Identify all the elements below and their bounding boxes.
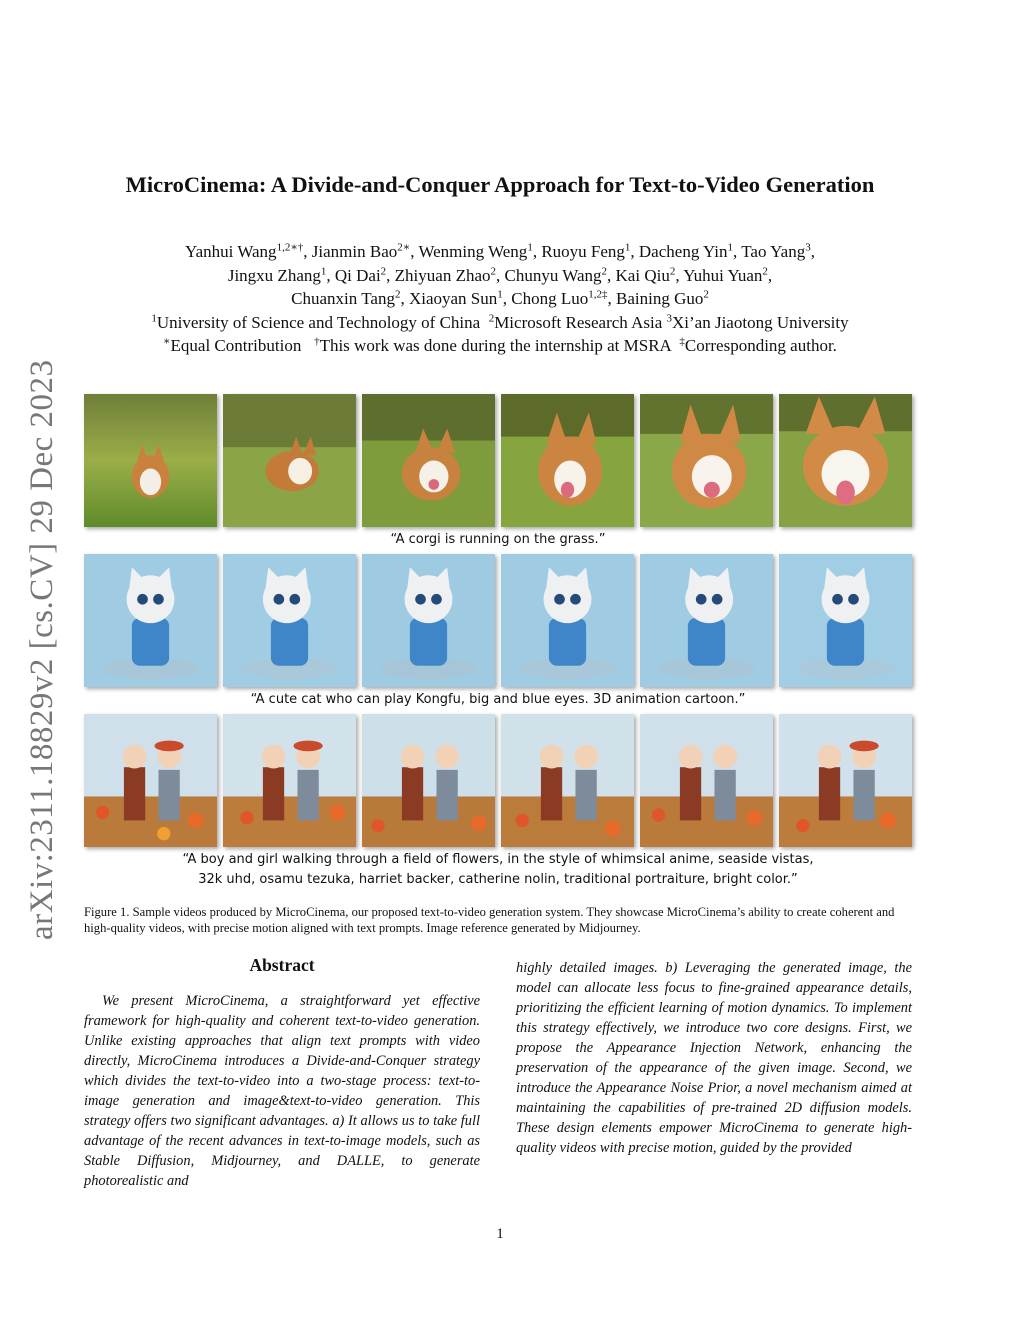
cat-frame-5 [640, 554, 773, 687]
author-sup: 2 [380, 264, 387, 277]
anime-frame-6 [779, 714, 912, 847]
corgi-frame-1 [84, 394, 217, 527]
author-sup: 1 [624, 241, 631, 254]
abstract-heading: Abstract [249, 955, 315, 975]
author-sup: 3 [805, 241, 811, 254]
cat-frame-2 [223, 554, 356, 687]
author-name: Yuhui Yuan [683, 265, 763, 285]
author-notes [80, 334, 920, 358]
author-name: Chuanxin Tang [291, 289, 395, 308]
author-sup: 1 [527, 241, 533, 254]
cat-frame-1 [84, 554, 217, 687]
author-sup: 2 [669, 264, 676, 277]
page-number: 1 [496, 1226, 504, 1242]
abstract-right-column [516, 958, 912, 1158]
author-line-2 [80, 264, 920, 288]
author-block [80, 240, 920, 358]
cat-frame-4 [501, 554, 634, 687]
author-sup: 1,2‡ [588, 288, 608, 301]
corgi-frame-4 [501, 394, 634, 527]
notes-sup: † [314, 335, 320, 348]
author-separator: , [496, 265, 505, 285]
cat-frame-3 [362, 554, 495, 687]
author-name: Kai Qiu [615, 265, 670, 285]
anime-frame-5 [640, 714, 773, 847]
author-separator: , [303, 242, 312, 261]
corgi-frame-2 [223, 394, 356, 527]
author-name: Yanhui Wang [185, 242, 277, 261]
cat-frame-6 [779, 554, 912, 687]
author-separator: , [733, 242, 742, 261]
prompt-corgi: “A corgi is running on the grass.” [390, 532, 606, 547]
notes-sup: ‡ [679, 335, 685, 348]
corgi-frame-3 [362, 394, 495, 527]
notes-text: Equal Contribution [170, 336, 315, 355]
author-name: Zhiyuan Zhao [394, 265, 491, 285]
author-name: Tao Yang [741, 242, 806, 261]
affiliations-text: Microsoft Research Asia [494, 312, 667, 332]
cat-frames [84, 554, 912, 687]
arxiv-stamp: arXiv:2311.18829v2 [cs.CV] 29 Dec 2023 [24, 359, 60, 940]
author-sup: 1 [497, 288, 503, 301]
author-name: Wenming Weng [418, 242, 528, 261]
author-name: Qi Dai [334, 265, 381, 285]
author-sup: 1 [320, 264, 327, 277]
author-sup: 2 [601, 264, 608, 277]
author-separator: , [410, 242, 419, 261]
notes-text: This work was done during the internship at MSRA [319, 336, 680, 355]
anime-frame-2 [223, 714, 356, 847]
author-sup: 2 [703, 288, 709, 301]
author-separator: , [607, 265, 616, 285]
abstract-left-column [84, 955, 480, 1191]
author-separator: , [532, 242, 542, 261]
author-separator: , [607, 289, 616, 308]
affiliations-sup: 2 [488, 311, 495, 324]
affiliations-sup: 3 [666, 311, 673, 324]
figure-caption: Figure 1. Sample videos produced by MicroCinema, our proposed text-to-video generation system. They showcase MicroCinema’s ability to create coherent and high-quality videos, with precise motion aligned with text prompts. Image reference generated by Midjourney. [84, 905, 895, 935]
anime-frame-1 [84, 714, 217, 847]
author-separator: , [675, 265, 684, 285]
anime-frames [84, 714, 912, 847]
abstract-text-left: We present MicroCinema, a straightforward yet effective framework for high-quality and coherent text-to-video generation. Unlike existing approaches that align text prompts with video directly, MicroCinema introduces a Divide-and-Conquer strategy which divides the text-to-video into a two-stage process: text-to-image generation and image&text-to-video generation. This strategy offers two significant advantages. a) It allows us to take full advantage of the recent advances in text-to-image models, such as Stable Diffusion, Midjourney, and DALLE, to generate photorealistic and [84, 993, 480, 1189]
author-sup: 2∗ [397, 241, 411, 254]
author-sup: 1,2∗† [276, 241, 304, 254]
abstract-text-right: highly detailed images. b) Leveraging the generated image, the model can allocate less focus to fine-grained appearance details, prioritizing the efficient learning of motion dynamics. To implement this strategy effectively, we introduce two core designs. First, we propose the Appearance Injection Network, enhancing the preservation of the appearance of the given image. Second, we introduce the Appearance Noise Prior, a novel mechanism aimed at maintaining the capabilities of pre-trained 2D diffusion models. These design elements empower MicroCinema to generate high-quality videos with precise motion, guided by the provided [516, 960, 912, 1156]
author-separator: , [767, 265, 773, 285]
author-sup: 2 [762, 264, 768, 277]
author-separator: , [630, 242, 639, 261]
author-name: Ruoyu Feng [541, 242, 625, 261]
prompt-cat: “A cute cat who can play Kongfu, big and blue eyes. 3D animation cartoon.” [250, 692, 746, 707]
author-name: Jianmin Bao [311, 242, 398, 261]
prompt-anime: “A boy and girl walking through a field of flowers, in the style of whimsical anime, seaside vistas, 32k uhd, osamu tezuka, harriet backer, catherine nolin, traditional portraiture, bright color.” [182, 852, 814, 887]
author-separator: , [326, 265, 335, 285]
affiliations-sup: 1 [151, 311, 157, 324]
affiliations-text: Xi’an Jiaotong University [672, 312, 849, 332]
corgi-frame-5 [640, 394, 773, 527]
author-name: Jingxu Zhang [227, 265, 321, 285]
author-name: Chong Luo [511, 289, 589, 308]
author-sup: 2 [394, 288, 401, 301]
notes-sup: ∗ [163, 335, 171, 348]
author-separator: , [502, 289, 512, 308]
figure-1 [84, 394, 912, 894]
author-name: Xiaoyan Sun [408, 289, 498, 308]
anime-frame-3 [362, 714, 495, 847]
author-line-1 [80, 240, 920, 264]
affiliations-text: University of Science and Technology of China [156, 312, 489, 332]
author-name: Baining Guo [615, 289, 704, 308]
affiliations [80, 311, 920, 335]
author-separator: , [810, 242, 815, 261]
author-separator: , [400, 289, 409, 308]
author-sup: 1 [727, 241, 734, 254]
anime-frame-4 [501, 714, 634, 847]
author-separator: , [386, 265, 395, 285]
corgi-frame-6 [779, 394, 912, 527]
author-name: Chunyu Wang [504, 265, 602, 285]
author-line-3 [80, 287, 920, 311]
author-sup: 2 [490, 264, 497, 277]
author-name: Dacheng Yin [638, 242, 728, 261]
paper-title: MicroCinema: A Divide-and-Conquer Approach for Text-to-Video Generation [125, 172, 875, 197]
corgi-frames [84, 394, 912, 527]
notes-text: Corresponding author. [684, 336, 837, 355]
